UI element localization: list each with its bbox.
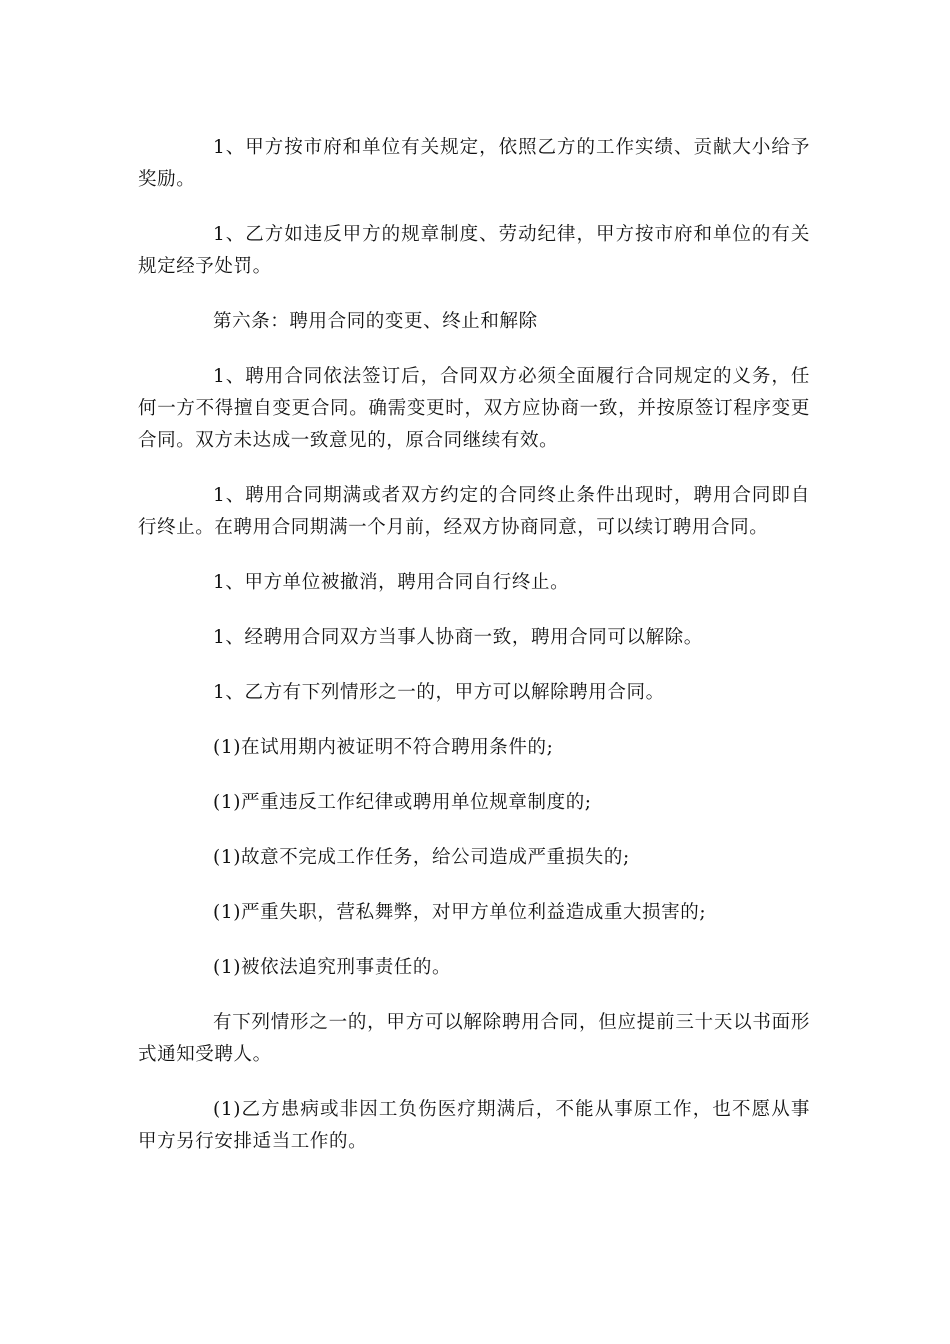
list-item-criminal-liability: (1)被依法追究刑事责任的。 (213, 957, 452, 978)
paragraph-penalty: 1、乙方如违反甲方的规章制度、劳动纪律，甲方按市府和单位的有关规定经予处罚。 (138, 224, 810, 277)
paragraph-notice-termination: 有下列情形之一的，甲方可以解除聘用合同，但应提前三十天以书面形式通知受聘人。 (138, 1012, 810, 1065)
list-item-discipline: (1)严重违反工作纪律或聘用单位规章制度的; (213, 792, 592, 813)
list-item-dereliction: (1)严重失职，营私舞弊，对甲方单位利益造成重大损害的; (213, 902, 707, 923)
paragraph-mutual-termination: 1、经聘用合同双方当事人协商一致，聘用合同可以解除。 (213, 627, 703, 648)
paragraph-contract-expiry: 1、聘用合同期满或者双方约定的合同终止条件出现时，聘用合同即自行终止。在聘用合同期满一个月前，经双方协商同意，可以续订聘用合同。 (138, 485, 810, 538)
paragraph-reward: 1、甲方按市府和单位有关规定，依照乙方的工作实绩、贡献大小给予奖励。 (138, 137, 810, 190)
section-heading-article-6: 第六条：聘用合同的变更、终止和解除 (213, 311, 538, 332)
list-item-illness: (1)乙方患病或非因工负伤医疗期满后，不能从事原工作，也不愿从事甲方另行安排适当工作的。 (138, 1099, 810, 1152)
paragraph-unit-revoked: 1、甲方单位被撤消，聘用合同自行终止。 (213, 572, 570, 593)
document-body (138, 132, 810, 1181)
paragraph-contract-change: 1、聘用合同依法签订后，合同双方必须全面履行合同规定的义务，任何一方不得擅自变更合同。确需变更时，双方应协商一致，并按原签订程序变更合同。双方未达成一致意见的，原合同继续有效。 (138, 366, 810, 451)
paragraph-termination-conditions: 1、乙方有下列情形之一的，甲方可以解除聘用合同。 (213, 682, 665, 703)
list-item-incomplete-tasks: (1)故意不完成工作任务，给公司造成严重损失的; (213, 847, 630, 868)
list-item-probation: (1)在试用期内被证明不符合聘用条件的; (213, 737, 554, 758)
